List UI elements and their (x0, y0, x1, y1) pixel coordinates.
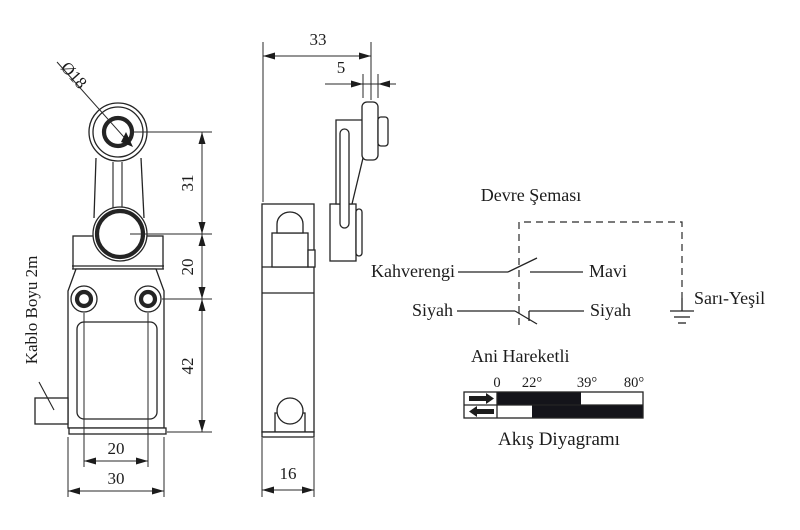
travel-bars (464, 392, 643, 418)
arrow-left-icon (469, 406, 494, 417)
contact-no (457, 311, 584, 324)
flow-diagram (464, 346, 644, 450)
bar-forward-closed (497, 392, 581, 405)
bar-return-closed (532, 405, 643, 418)
front-view (22, 58, 212, 497)
dim-body-depth: 16 (279, 464, 297, 483)
scale-label-39: 39° (576, 375, 598, 391)
ground-symbol (670, 298, 694, 323)
roller-diameter-label: Ø18 (57, 57, 91, 93)
side-roller (362, 102, 378, 160)
cable-length-label: Kablo Boyu 2m (22, 255, 41, 365)
wire-label-brown: Kahverengi (371, 261, 455, 281)
dim-hole-spacing: 20 (107, 439, 125, 458)
scale-label-80: 80° (623, 375, 645, 391)
cable-gland (35, 398, 68, 424)
arrow-right-icon (469, 393, 494, 404)
wire-label-black-right: Siyah (590, 300, 632, 320)
dim-body-height: 42 (178, 357, 197, 375)
flow-diagram-title: Akış Diyagramı (498, 429, 620, 450)
contact-nc (458, 258, 583, 272)
scale-label-0: 0 (493, 375, 501, 391)
scale-label-22: 22° (521, 375, 543, 391)
side-lever-slot (340, 129, 349, 228)
dim-lever-length: 31 (178, 174, 197, 192)
side-baseplate (262, 432, 314, 437)
circuit-title: Devre Şeması (480, 185, 582, 205)
side-head-bump (356, 209, 362, 256)
wire-label-black-left: Siyah (411, 300, 453, 320)
dim-head-height: 20 (178, 258, 197, 276)
dim-body-width: 30 (107, 469, 125, 488)
dim-total-depth: 33 (309, 30, 327, 49)
wire-label-blue: Mavi (589, 261, 627, 281)
ground-label: Sarı-Yeşil (694, 288, 766, 308)
side-bottom-circle (277, 398, 303, 424)
side-roller-hub (378, 117, 388, 146)
dim-roller-width: 5 (336, 58, 346, 77)
action-type-label: Ani Hareketli (471, 346, 570, 366)
circuit-diagram (371, 185, 765, 325)
